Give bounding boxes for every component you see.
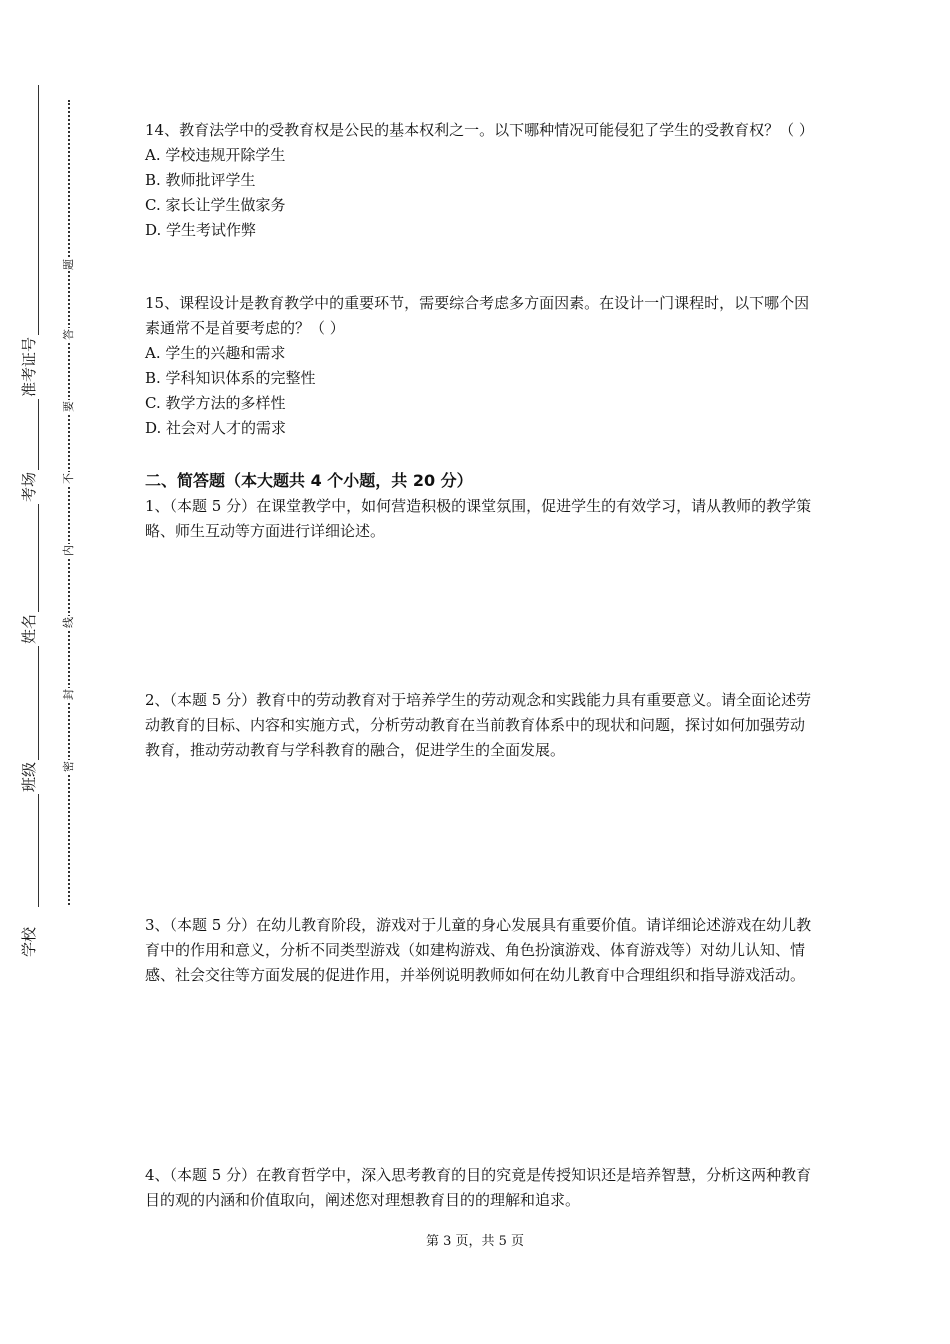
question-15 — [145, 291, 815, 441]
question-15-option-b: B. 学科知识体系的完整性 — [145, 369, 316, 387]
field-name-label: 姓名 — [20, 613, 38, 644]
question-14-stem: 14、教育法学中的受教育权是公民的基本权利之一。以下哪种情况可能侵犯了学生的受教育权？（ ） — [145, 121, 814, 139]
question-14-option-c: C. 家长让学生做家务 — [145, 196, 286, 214]
page-footer: 第 3 页，共 5 页 — [425, 1234, 525, 1249]
field-exam-number-label: 准考证号 — [20, 336, 38, 397]
field-exam-room-label: 考场 — [20, 471, 38, 502]
short-answer-3: 3、（本题 5 分）在幼儿教育阶段，游戏对于儿童的身心发展具有重要价值。请详细论述游戏在幼儿教育中的作用和意义，分析不同类型游戏（如建构游戏、角色扮演游戏、体育游戏等）对幼儿认知、情感、社会交往等方面发展的促进作用，并举例说明教师如何在幼儿教育中合理组织和指导游戏活动。 — [145, 916, 812, 984]
question-15-option-c: C. 教学方法的多样性 — [145, 394, 286, 412]
question-14 — [145, 118, 815, 243]
question-14-option-a: A. 学校违规开除学生 — [145, 146, 286, 164]
section-2 — [145, 468, 815, 544]
field-school-label: 学校 — [20, 926, 38, 957]
field-exam-number — [18, 335, 48, 415]
question-15-option-a: A. 学生的兴趣和需求 — [145, 344, 286, 362]
short-answer-3-block — [145, 913, 815, 988]
field-school — [18, 925, 48, 1005]
seal-dotted-line — [68, 100, 70, 905]
section-2-title: 二、简答题（本大题共 4 个小题，共 20 分） — [145, 471, 473, 490]
question-14-option-b: B. 教师批评学生 — [145, 171, 256, 189]
question-15-stem: 15、课程设计是教育教学中的重要环节，需要综合考虑多方面因素。在设计一门课程时，以下哪个因素通常不是首要考虑的？（ ） — [145, 294, 810, 337]
question-14-option-d: D. 学生考试作弊 — [145, 221, 257, 239]
field-exam-room — [18, 470, 48, 550]
question-15-option-d: D. 社会对人才的需求 — [145, 419, 287, 437]
field-class — [18, 760, 48, 840]
short-answer-1: 1、（本题 5 分）在课堂教学中，如何营造积极的课堂氛围，促进学生的有效学习，请从教师的教学策略、师生互动等方面进行详细论述。 — [145, 497, 812, 540]
field-name — [18, 612, 48, 692]
binding-margin: 准考证号 考场 姓名 班级 学校 题 答 要 不 内 线 封 密 — [0, 0, 120, 1344]
short-answer-2: 2、（本题 5 分）教育中的劳动教育对于培养学生的劳动观念和实践能力具有重要意义。请全面论述劳动教育的目标、内容和实施方式，分析劳动教育在当前教育体系中的现状和问题，探讨如何加强劳动教育，推动劳动教育与学科教育的融合，促进学生的全面发展。 — [145, 691, 812, 759]
short-answer-2-block — [145, 688, 815, 763]
short-answer-4: 4、（本题 5 分）在教育哲学中，深入思考教育的目的究竟是传授知识还是培养智慧，分析这两种教育目的观的内涵和价值取向，阐述您对理想教育目的的理解和追求。 — [145, 1166, 812, 1209]
field-class-label: 班级 — [20, 761, 38, 792]
short-answer-4-block — [145, 1163, 815, 1213]
